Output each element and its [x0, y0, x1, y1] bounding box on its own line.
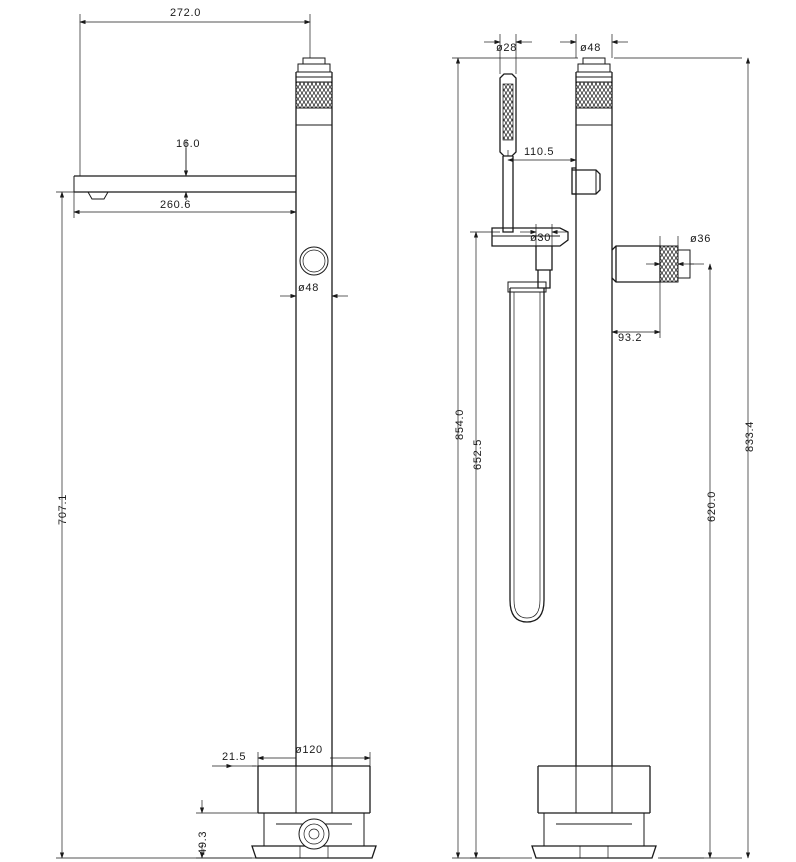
right-view-extension-lines: [452, 34, 742, 858]
dim-bracket-diameter: ø30: [530, 232, 552, 244]
dim-spout-thickness: 16.0: [176, 138, 201, 150]
right-view-geometry: [492, 58, 690, 858]
dim-riser-diameter: ø48: [580, 42, 602, 54]
dim-body-diameter: ø48: [298, 282, 320, 294]
dim-riser-top-height: 833.4: [744, 420, 756, 452]
dim-handset-diameter: ø28: [496, 42, 518, 54]
dim-overall-height: 854.0: [454, 408, 466, 440]
left-view-geometry: [74, 58, 376, 858]
dim-spout-reach-effective: 260.6: [160, 199, 192, 211]
dim-handset-bracket-height: 652.5: [472, 438, 484, 470]
dim-handset-to-body: 110.5: [524, 146, 555, 158]
dim-handle-diameter: ø36: [690, 233, 712, 245]
right-view-dimension-lines: [458, 42, 748, 858]
left-view-extension-lines: [56, 14, 370, 858]
dim-handle-projection: 93.2: [618, 332, 643, 344]
dim-base-height: 49.3: [197, 830, 209, 855]
left-view-dimension-lines: [62, 22, 370, 858]
dim-base-offset: 21.5: [222, 751, 247, 763]
dim-total-height: 707.1: [57, 493, 69, 525]
dim-base-diameter: ø120: [295, 744, 323, 756]
dim-spout-reach-overall: 272.0: [170, 7, 202, 19]
dim-handle-height: 620.0: [706, 490, 718, 522]
